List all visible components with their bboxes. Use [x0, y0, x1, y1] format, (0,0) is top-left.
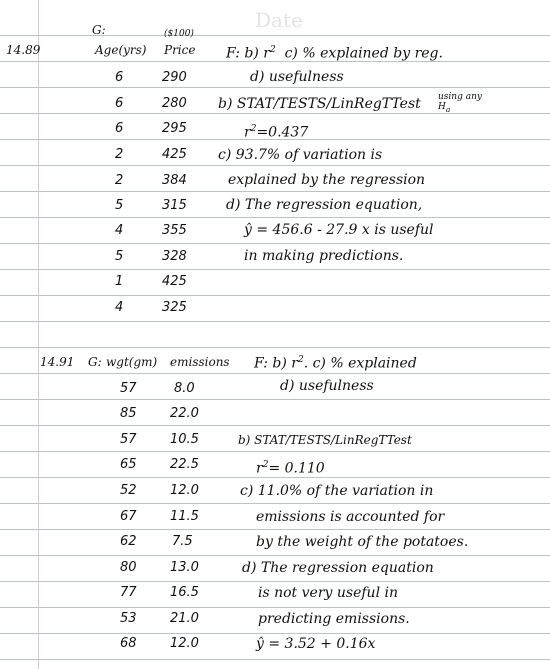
emissions-cell: 7.5 [172, 534, 193, 549]
weight-cell: 52 [120, 483, 137, 498]
weight-cell: 85 [120, 406, 137, 421]
age-cell: 5 [115, 249, 124, 264]
weight-cell: 53 [120, 611, 137, 626]
r-squared-result: $r^2=0.437$ [244, 124, 309, 141]
weight-cell: 65 [120, 457, 137, 472]
problem-number: 14.89 [6, 43, 41, 57]
price-cell: 425 [162, 274, 187, 289]
price-unit-label: ($100) [164, 29, 194, 39]
age-cell: 6 [115, 121, 124, 136]
part-b-method: b) STAT/TESTS/LinRegTTest [218, 96, 421, 112]
part-d-line: d) The regression equation, [226, 197, 423, 213]
weight-cell: 57 [120, 381, 137, 396]
price-cell: 295 [162, 121, 187, 136]
emissions-cell: 13.0 [170, 560, 199, 575]
emissions-cell: 22.0 [170, 406, 199, 421]
regression-equation: ŷ = 456.6 - 27.9 x is useful [244, 222, 434, 238]
part-d-line: d) The regression equation [242, 560, 434, 576]
part-c-line: c) 93.7% of variation is [218, 147, 383, 163]
margin-line [38, 0, 39, 669]
price-cell: 290 [162, 70, 187, 85]
regression-equation: ŷ = 3.52 + 0.16x [256, 636, 376, 652]
part-c-line: c) 11.0% of the variation in [240, 483, 434, 499]
weight-cell: 57 [120, 432, 137, 447]
price-column-header: Price [164, 43, 196, 57]
part-c-line: emissions is accounted for [256, 509, 445, 525]
part-c-line: explained by the regression [228, 172, 426, 188]
part-d-line: is not very useful in [258, 585, 398, 601]
age-cell: 5 [115, 198, 124, 213]
age-cell: 6 [115, 70, 124, 85]
r-squared-result: $r^2= 0.110$ [256, 460, 325, 477]
price-cell: 280 [162, 96, 187, 111]
weight-cell: 80 [120, 560, 137, 575]
age-cell: 2 [115, 173, 124, 188]
price-cell: 328 [162, 249, 187, 264]
part-d-item: d) usefulness [250, 69, 344, 85]
price-cell: 425 [162, 147, 187, 162]
emissions-cell: 21.0 [170, 611, 199, 626]
emissions-cell: 8.0 [174, 381, 195, 396]
part-d-line: predicting emissions. [258, 611, 410, 627]
weight-cell: 67 [120, 509, 137, 524]
part-d-line: in making predictions. [244, 248, 404, 264]
date-watermark: Date [255, 8, 303, 32]
weight-cell: 62 [120, 534, 137, 549]
emissions-cell: 11.5 [170, 509, 199, 524]
emissions-column-header: emissions [170, 355, 230, 369]
find-list: F: b) $r^2$ c) % explained by reg. [226, 45, 443, 62]
given-label: G: [88, 355, 102, 369]
age-cell: 6 [115, 96, 124, 111]
emissions-cell: 12.0 [170, 483, 199, 498]
price-cell: 325 [162, 300, 187, 315]
age-cell: 2 [115, 147, 124, 162]
method-note: using any $H_a$ [438, 92, 482, 114]
emissions-cell: 22.5 [170, 457, 199, 472]
part-c-line: by the weight of the potatoes. [256, 534, 469, 550]
price-cell: 355 [162, 223, 187, 238]
emissions-cell: 10.5 [170, 432, 199, 447]
price-cell: 384 [162, 173, 187, 188]
part-d-item: d) usefulness [280, 378, 374, 394]
find-list: F: b) $r^2$. c) % explained [254, 355, 417, 372]
weight-cell: 68 [120, 636, 137, 651]
weight-column-header: wgt(gm) [106, 355, 158, 369]
age-cell: 1 [115, 274, 124, 289]
age-column-header: Age(yrs) [95, 43, 147, 57]
age-cell: 4 [115, 223, 124, 238]
emissions-cell: 12.0 [170, 636, 199, 651]
weight-cell: 77 [120, 585, 137, 600]
price-cell: 315 [162, 198, 187, 213]
given-label: G: [92, 23, 106, 37]
problem-number: 14.91 [40, 355, 75, 369]
part-b-method: b) STAT/TESTS/LinRegTTest [238, 433, 412, 447]
emissions-cell: 16.5 [170, 585, 199, 600]
age-cell: 4 [115, 300, 124, 315]
